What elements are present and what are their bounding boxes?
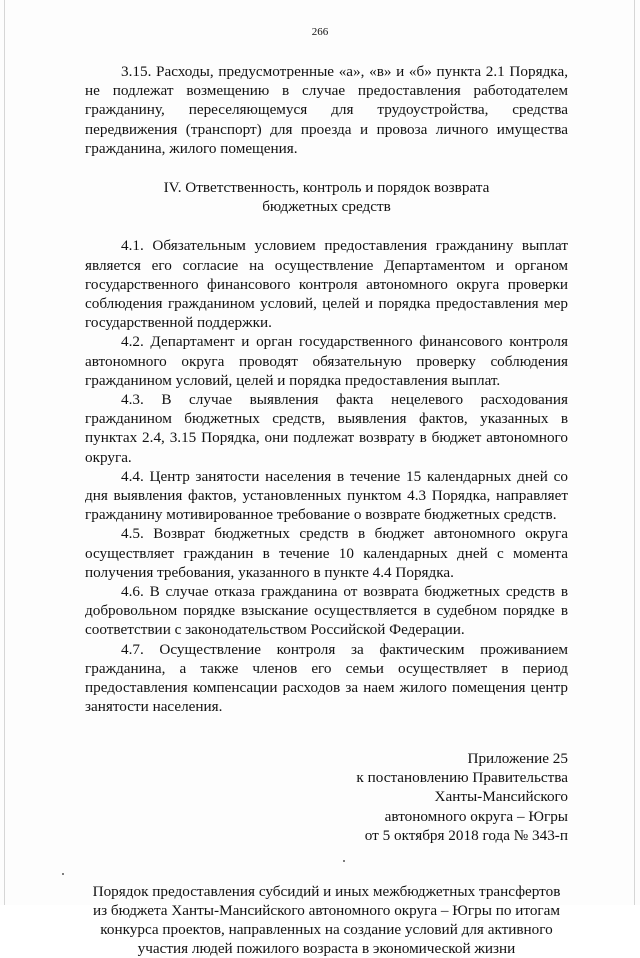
document-title-line-3: конкурса проектов, направленных на создание условий для активного [100,920,553,938]
section-4-title-line-1: IV. Ответственность, контроль и порядок возврата [163,179,490,197]
annex-line-2: к постановлению Правительства [356,768,568,786]
annex-line-4: автономного округа – Югры [384,807,568,825]
document-title-line-1: Порядок предоставления субсидий и иных межбюджетных трансфертов [92,882,561,900]
annex-line-1: Приложение 25 [467,749,568,767]
clause-4-1: 4.1. Обязательным условием предоставления гражданину выплат является его согласие на осуществление Департаментом и органом государственного финансового контроля автономного округа проверки соблюдения гражданином условий, целей и порядка предоставления мер государственной поддержки. [85,237,568,332]
clause-4-2: 4.2. Департамент и орган государственного финансового контроля автономного округа проводят обязательную проверку соблюдения гражданином условий, целей и порядка предоставления выплат. [85,333,568,389]
document-title [85,882,568,958]
scan-speck [343,860,345,862]
clause-4-5: 4.5. Возврат бюджетных средств в бюджет автономного округа осуществляет гражданин в течение 10 календарных дней с момента получения требования, указанного в пункте 4.4 Порядка. [85,525,568,581]
annex-line-3: Ханты-Мансийского [434,788,568,806]
annex-line-5: от 5 октября 2018 года № 343-п [364,827,568,845]
clause-3-15: 3.15. Расходы, предусмотренные «а», «в» и «б» пункта 2.1 Порядка, не подлежат возмещению в случае предоставления работодателем гражданину, переселяющемуся для трудоустройства, средства передвижения (транспорт) для проезда и провоза личного имущества гражданина, жилого помещения. [85,63,568,157]
scan-speck [62,873,64,875]
document-title-line-2: из бюджета Ханты-Мансийского автономного округа – Югры по итогам [92,901,560,919]
section-4-title [85,178,568,216]
clause-4-7: 4.7. Осуществление контроля за фактическим проживанием гражданина, а также членов его семьи осуществляет в период предоставления компенсации расходов за наем жилого помещения центр занятости населения. [85,640,568,716]
document-title-line-4: участия людей пожилого возраста в экономической жизни [137,940,516,958]
annex-header [85,749,568,846]
clause-4-6: 4.6. В случае отказа гражданина от возврата бюджетных средств в добровольном порядке взыскание осуществляется в судебном порядке в соответствии с законодательством Российской Федерации. [85,583,568,639]
scan-edge-right [634,0,635,905]
section-4-title-line-2: бюджетных средств [262,198,391,216]
page-number: 266 [311,26,329,38]
scan-edge-left [4,0,5,905]
clause-4-4: 4.4. Центр занятости населения в течение 15 календарных дней со дня выявления фактов, установленных пунктом 4.3 Порядка, направляет гражданину мотивированное требование о возврате бюджетных средств. [85,467,568,524]
clause-4-3: 4.3. В случае выявления факта нецелевого расходования гражданином бюджетных средств, выявления фактов, указанных в пунктах 2.4, 3.15 Порядка, они подлежат возврату в бюджет автономного округа. [85,391,568,466]
document-body [85,62,568,958]
